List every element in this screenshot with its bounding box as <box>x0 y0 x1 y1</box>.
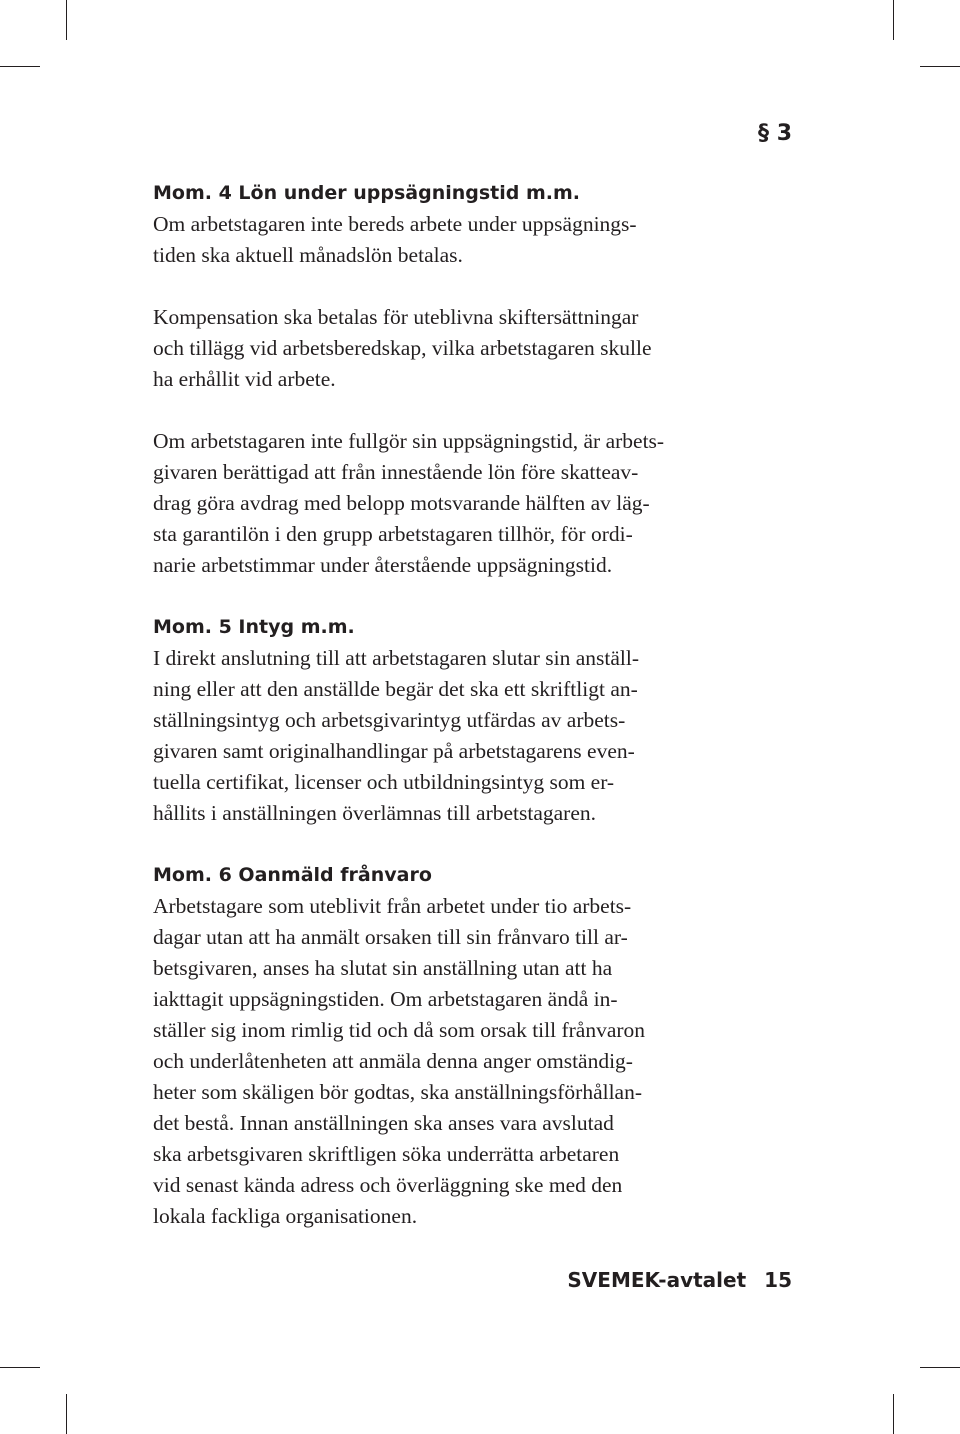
text-line: dagar utan att ha anmält orsaken till sin frånvaro till ar- <box>153 925 628 949</box>
text-line: ska arbetsgivaren skriftligen söka underrätta arbetaren <box>153 1142 620 1166</box>
section-heading-mom-5: Mom. 5 Intyg m.m. <box>153 616 355 638</box>
section-marker: § 3 <box>758 121 792 146</box>
text-line: Om arbetstagaren inte bereds arbete under uppsägnings- <box>153 212 637 236</box>
text-line: hållits i anställningen överlämnas till arbetstagaren. <box>153 801 597 825</box>
text-line: iakttagit uppsägningstiden. Om arbetstagaren ändå in- <box>153 987 618 1011</box>
text-line: sta garantilön i den grupp arbetstagaren tillhör, för ordi- <box>153 522 633 546</box>
section-heading-mom-4: Mom. 4 Lön under uppsägningstid m.m. <box>153 182 581 204</box>
crop-mark <box>66 0 67 40</box>
text-line: drag göra avdrag med belopp motsvarande hälften av läg- <box>153 491 650 515</box>
paragraph <box>153 302 793 395</box>
text-line: lokala fackliga organisationen. <box>153 1204 418 1228</box>
text-line: tiden ska aktuell månadslön betalas. <box>153 243 463 267</box>
text-line: givaren berättigad att från innestående lön före skatteav- <box>153 460 639 484</box>
text-line: narie arbetstimmar under återstående uppsägningstid. <box>153 553 613 577</box>
text-line: heter som skäligen bör godtas, ska anställningsförhållan- <box>153 1080 643 1104</box>
paragraph <box>153 643 793 829</box>
text-line: vid senast kända adress och överläggning ske med den <box>153 1173 623 1197</box>
paragraph <box>153 209 793 271</box>
text-line: I direkt anslutning till att arbetstagaren slutar sin anställ- <box>153 646 640 670</box>
text-line: ha erhållit vid arbete. <box>153 367 336 391</box>
paragraph <box>153 426 793 581</box>
crop-mark <box>66 1394 67 1434</box>
text-line: och tillägg vid arbetsberedskap, vilka arbetstagaren skulle <box>153 336 652 360</box>
text-line: ställningsintyg och arbetsgivarintyg utfärdas av arbets- <box>153 708 626 732</box>
footer-title: SVEMEK-avtalet <box>567 1268 747 1292</box>
text-line: ställer sig inom rimlig tid och då som orsak till frånvaron <box>153 1018 646 1042</box>
page-footer <box>567 1265 792 1295</box>
text-line: givaren samt originalhandlingar på arbetstagarens even- <box>153 739 635 763</box>
crop-mark <box>0 1367 40 1368</box>
page-number: 15 <box>764 1268 792 1292</box>
text-line: Arbetstagare som uteblivit från arbetet under tio arbets- <box>153 894 632 918</box>
text-line: Kompensation ska betalas för uteblivna skiftersättningar <box>153 305 639 329</box>
text-line: ning eller att den anställde begär det ska ett skriftligt an- <box>153 677 638 701</box>
crop-mark <box>893 1394 894 1434</box>
crop-mark <box>0 66 40 67</box>
text-line: det bestå. Innan anställningen ska anses vara avslutad <box>153 1111 614 1135</box>
document-body <box>153 178 793 1232</box>
text-line: och underlåtenheten att anmäla denna anger omständig- <box>153 1049 633 1073</box>
crop-mark <box>920 1367 960 1368</box>
crop-mark <box>920 66 960 67</box>
text-line: betsgivaren, anses ha slutat sin anställning utan att ha <box>153 956 613 980</box>
section-heading-mom-6: Mom. 6 Oanmäld frånvaro <box>153 864 432 886</box>
crop-mark <box>893 0 894 40</box>
text-line: Om arbetstagaren inte fullgör sin uppsägningstid, är arbets- <box>153 429 665 453</box>
paragraph <box>153 891 793 1232</box>
text-line: tuella certifikat, licenser och utbildningsintyg som er- <box>153 770 615 794</box>
